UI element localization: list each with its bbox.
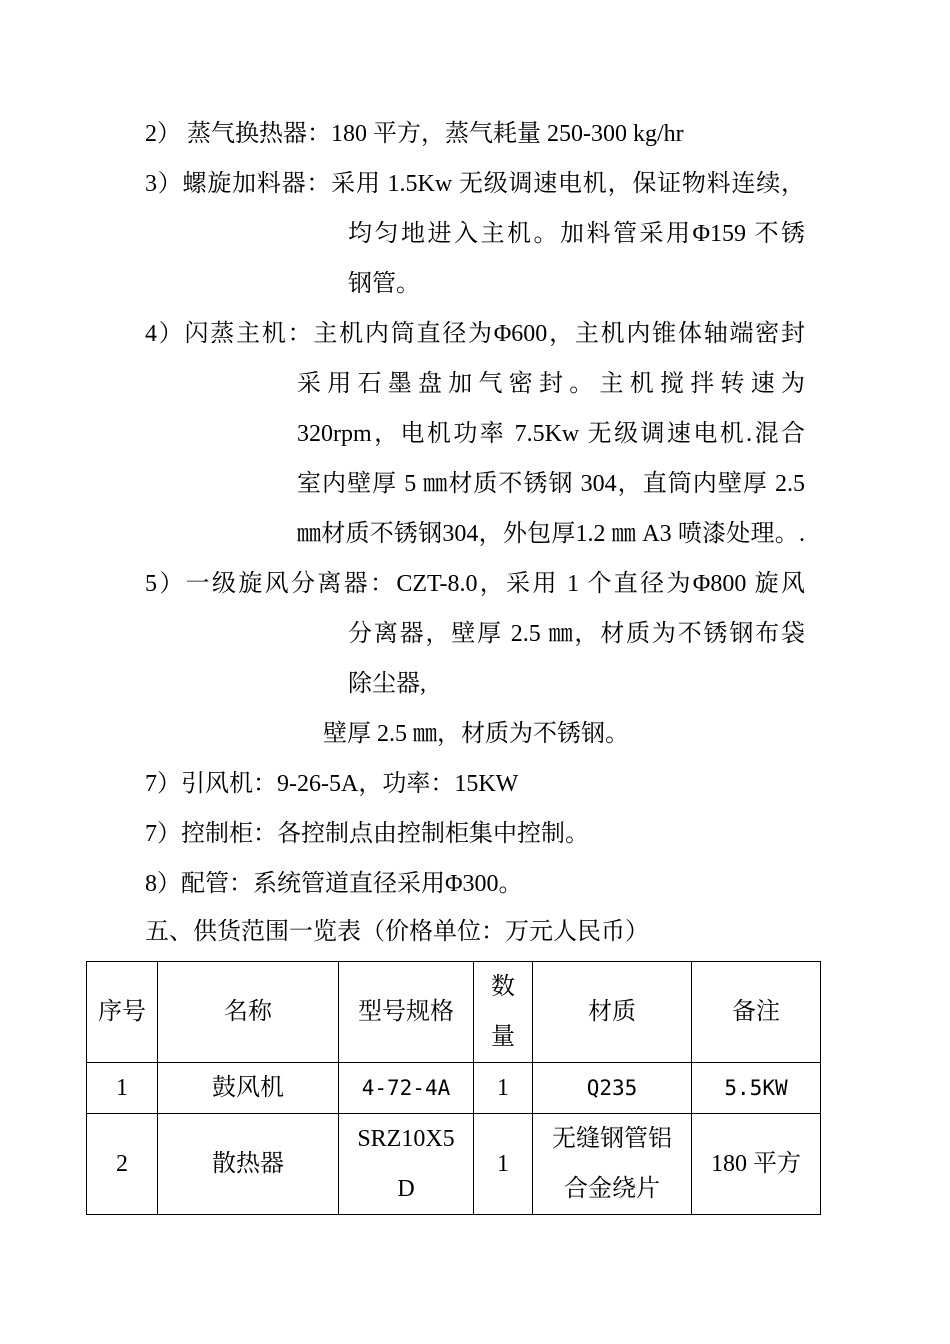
cell-model-spec-l1: SRZ10X5	[357, 1126, 455, 1152]
header-model-spec: 型号规格	[339, 962, 474, 1063]
item-7-induced-draft-fan: 7）引风机：9-26-5A，功率：15KW	[145, 771, 519, 797]
cell-material: Q235	[533, 1063, 692, 1114]
table-header-row	[87, 962, 821, 1063]
cell-material-l1: 无缝钢管铝	[552, 1126, 672, 1152]
cell-material-l2: 合金绕片	[564, 1176, 660, 1202]
item-3-line-3: 钢管。	[348, 271, 420, 297]
item-4-line-1: 4）闪蒸主机：主机内筒直径为Φ600，主机内锥体轴端密封	[145, 321, 805, 347]
cell-model-spec-l2: D	[397, 1176, 415, 1202]
item-5-line-1: 5）一级旋风分离器：CZT-8.0，采用 1 个直径为Φ800 旋风	[145, 571, 805, 597]
header-serial-no: 序号	[87, 962, 158, 1063]
cell-quantity: 1	[474, 1063, 533, 1114]
header-quantity-l2: 量	[491, 1024, 515, 1050]
cell-remarks: 5.5KW	[692, 1063, 821, 1114]
cell-name: 鼓风机	[158, 1063, 339, 1114]
section-title: 五、供货范围一览表（价格单位：万元人民币）	[145, 919, 649, 945]
header-remarks: 备注	[692, 962, 821, 1063]
cell-model-spec: 4-72-4A	[339, 1063, 474, 1114]
item-7-control-cabinet: 7）控制柜：各控制点由控制柜集中控制。	[145, 821, 589, 847]
supply-scope-table	[86, 961, 821, 1215]
item-4-line-4: 室内壁厚 5 ㎜材质不锈钢 304，直筒内壁厚 2.5	[297, 471, 805, 497]
item-2-steam-heat-exchanger: 2） 蒸气换热器：180 平方，蒸气耗量 250-300 kg/hr	[145, 121, 684, 147]
item-4-line-5: ㎜材质不锈钢304，外包厚1.2 ㎜ A3 喷漆处理。.	[297, 521, 805, 547]
header-quantity-l1: 数	[491, 974, 515, 1000]
item-3-line-1: 3）螺旋加料器：采用 1.5Kw 无级调速电机，保证物料连续，	[145, 171, 805, 197]
table-row	[87, 1114, 821, 1215]
header-material: 材质	[533, 962, 692, 1063]
cell-serial-no: 2	[87, 1114, 158, 1215]
item-4-line-3: 320rpm，电机功率 7.5Kw 无级调速电机.混合	[297, 421, 805, 447]
header-name: 名称	[158, 962, 339, 1063]
item-8-piping: 8）配管：系统管道直径采用Φ300。	[145, 871, 523, 897]
header-quantity	[474, 962, 533, 1063]
table-row	[87, 1063, 821, 1114]
cell-serial-no: 1	[87, 1063, 158, 1114]
cell-name: 散热器	[158, 1114, 339, 1215]
item-5-line-4: 壁厚 2.5 ㎜，材质为不锈钢。	[323, 721, 629, 747]
item-4-line-2: 采用石墨盘加气密封。主机搅拌转速为	[297, 371, 805, 397]
cell-remarks: 180 平方	[692, 1114, 821, 1215]
cell-model-spec	[339, 1114, 474, 1215]
cell-quantity: 1	[474, 1114, 533, 1215]
item-5-line-2: 分离器，壁厚 2.5 ㎜，材质为不锈钢布袋	[348, 621, 805, 647]
item-3-line-2: 均匀地进入主机。加料管采用Φ159 不锈	[348, 221, 805, 247]
item-5-line-3: 除尘器,	[348, 671, 426, 697]
cell-material	[533, 1114, 692, 1215]
